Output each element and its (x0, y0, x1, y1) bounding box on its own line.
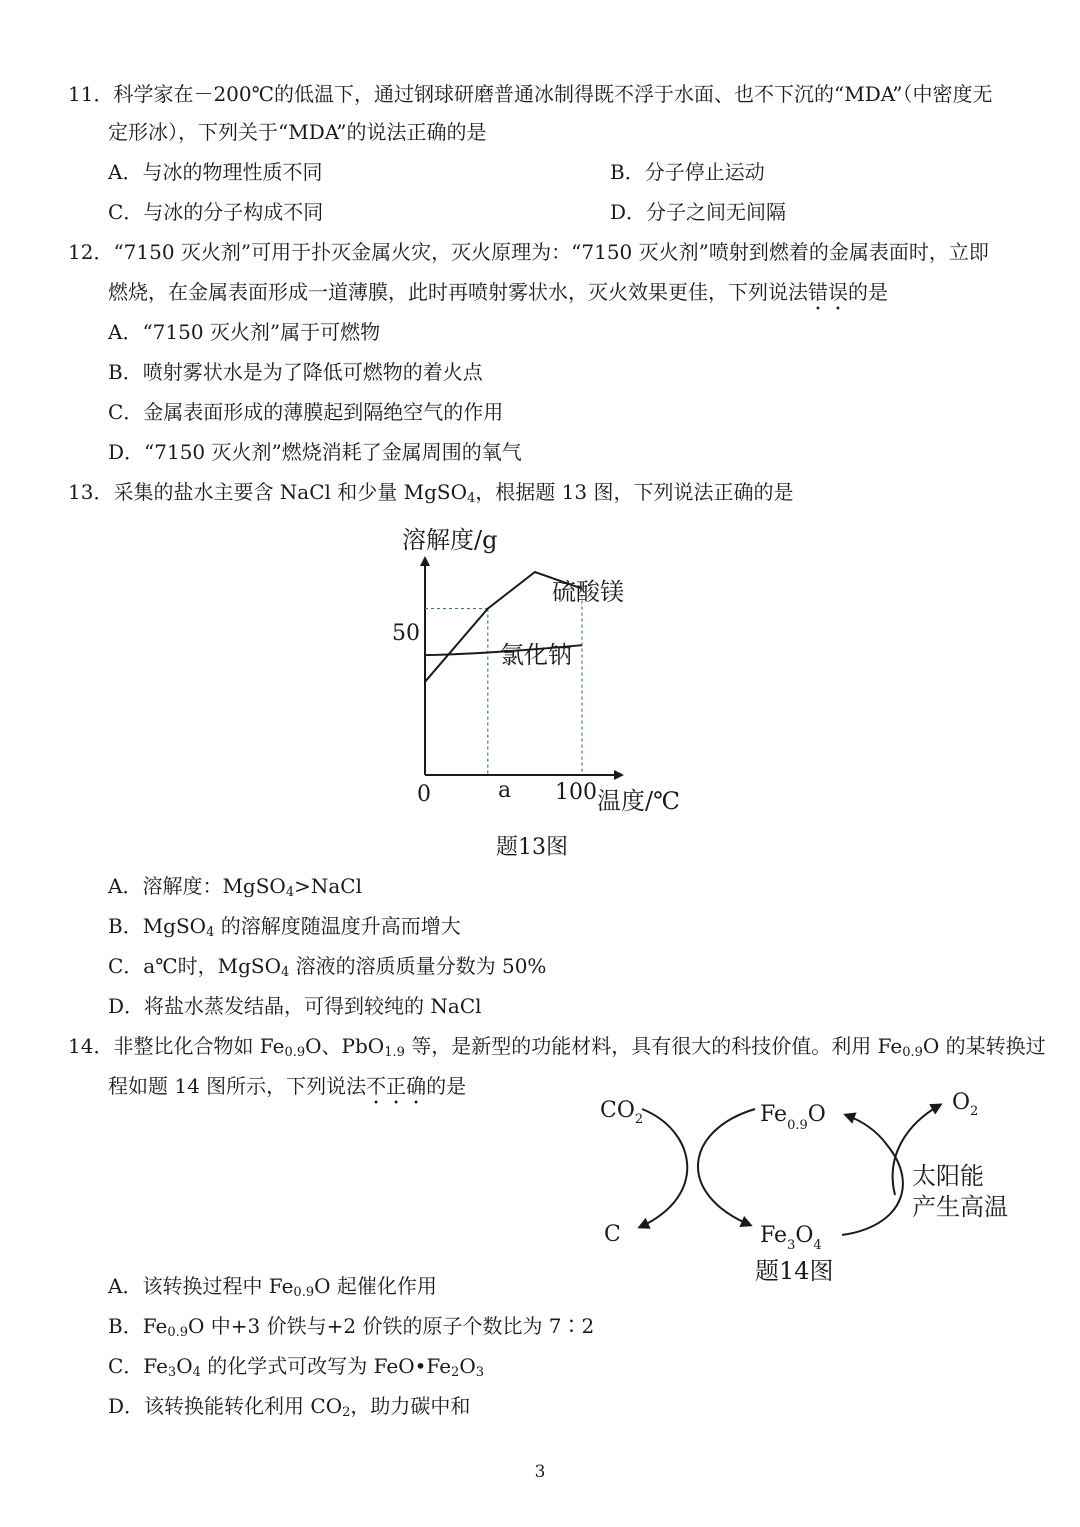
q14-stem-line2: 程如题 14 图所示，下列说法不正确的是 (108, 1074, 467, 1098)
q12-option-b: B．喷射雾状水是为了降低可燃物的着火点 (108, 360, 483, 384)
q13-option-b: B．MgSO$_4$ 的溶解度随温度升高而增大 (108, 914, 461, 940)
arrow-fe09o-to-fe3o4 (698, 1109, 755, 1225)
label-sun-line1: 太阳能 (912, 1162, 984, 1190)
q14-option-c: C．$Fe_3O_4$ 的化学式可改写为 $FeO•Fe_2O_3$ (108, 1354, 485, 1380)
y-tick-50: 50 (392, 621, 420, 646)
x-tick-100: 100 (555, 780, 597, 805)
arrow-co2-to-c (640, 1109, 687, 1227)
q11-stem-line1: 11．科学家在－200℃的低温下，通过钢球研磨普通冰制得既不浮于水面、也不下沉的“MDA”（中密度无 (68, 82, 993, 106)
q11-stem-line2: 定形冰），下列关于“MDA”的说法正确的是 (108, 120, 487, 144)
x-axis-label: 温度/℃ (597, 787, 680, 815)
page-number: 3 (534, 1462, 546, 1482)
legend-nacl: 氯化钠 (500, 641, 572, 669)
q14-option-a: A．该转换过程中 $Fe_{0.9}O$ 起催化作用 (108, 1274, 437, 1300)
diagram-caption: 题14图 (755, 1257, 834, 1285)
q14-option-b: B．$Fe_{0.9}O$ 中+3 价铁与+2 价铁的原子个数比为 7∶2 (108, 1314, 595, 1340)
label-fe3o4: $Fe_3O_4$ (760, 1223, 822, 1253)
emphasis-mark: 不正确 (366, 1074, 427, 1098)
q12-stem-line1: 12．“7150 灭火剂”可用于扑灭金属火灾，灭火原理为：“7150 灭火剂”喷射到燃着的金属表面时，立即 (68, 240, 989, 264)
q13-option-a: A．溶解度：MgSO$_4$>NaCl (108, 874, 362, 900)
q12-option-d: D．“7150 灭火剂”燃烧消耗了金属周围的氧气 (108, 440, 522, 464)
q14-stem-line1: 14．非整比化合物如 $Fe_{0.9}O$、PbO$_{1.9}$ 等，是新型的功能材料，具有很大的科技价值。利用 $Fe_{0.9}O$ 的某转换过 (68, 1034, 1046, 1060)
legend-mgso4: 硫酸镁 (552, 578, 624, 606)
q12-option-a: A．“7150 灭火剂”属于可燃物 (108, 320, 381, 344)
q12-option-c: C．金属表面形成的薄膜起到隔绝空气的作用 (108, 400, 504, 424)
label-o2: $O_2$ (952, 1090, 979, 1119)
emphasis-mark: 错误 (808, 280, 848, 304)
q13-option-c: C．a℃时，MgSO$_4$ 溶液的溶质质量分数为 50% (108, 954, 547, 980)
q12-stem-line2: 燃烧，在金属表面形成一道薄膜，此时再喷射雾状水，灭火效果更佳，下列说法错误的是 (108, 280, 888, 304)
label-co2: $CO_2$ (600, 1098, 644, 1127)
x-tick-a: a (498, 778, 512, 803)
q11-option-a: A．与冰的物理性质不同 (108, 160, 323, 184)
x-tick-0: 0 (417, 782, 431, 807)
q13-option-d: D．将盐水蒸发结晶，可得到较纯的 NaCl (108, 994, 482, 1018)
q11-option-d: D．分子之间无间隔 (610, 200, 787, 224)
y-axis-label: 溶解度/g (402, 526, 498, 554)
arrow-fe3o4-to-fe09o (842, 1115, 903, 1235)
label-sun-line2: 产生高温 (912, 1193, 1008, 1221)
q13-stem: 13．采集的盐水主要含 NaCl 和少量 MgSO$_4$，根据题 13 图，下列说法正确的是 (68, 480, 794, 506)
q11-option-c: C．与冰的分子构成不同 (108, 200, 324, 224)
q11-option-b: B．分子停止运动 (610, 160, 765, 184)
solubility-chart (380, 520, 710, 865)
label-c: C (604, 1222, 621, 1247)
q14-option-d: D．该转换能转化利用 $CO_2$，助力碳中和 (108, 1394, 471, 1420)
chart-caption: 题13图 (496, 835, 568, 860)
label-fe09o: $Fe_{0.9}O$ (760, 1102, 826, 1133)
conversion-diagram (590, 1085, 1030, 1290)
